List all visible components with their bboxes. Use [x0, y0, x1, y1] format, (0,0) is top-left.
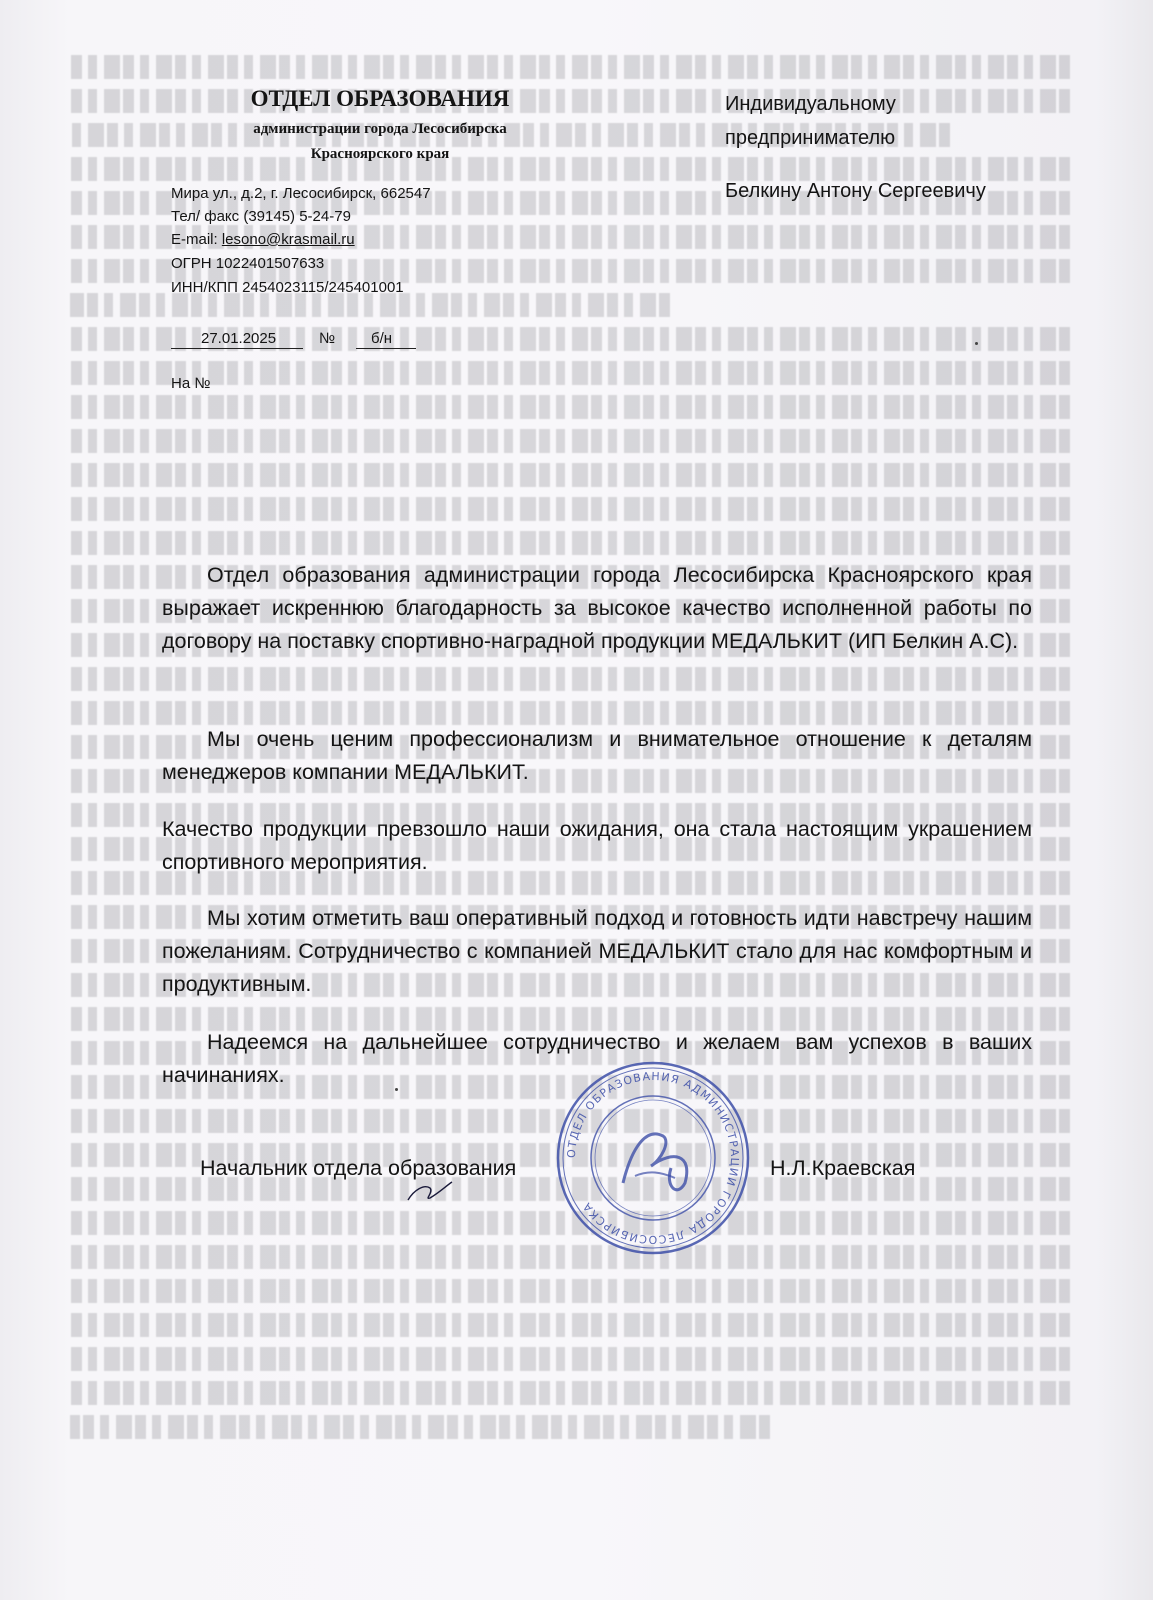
body-paragraph: Надеемся на дальнейшее сотрудничество и желаем вам успехов в ваших начинаниях.	[162, 1030, 1032, 1087]
letterhead-phone: Тел/ факс (39145) 5-24-79	[171, 208, 351, 225]
letterhead-subtitle-2: Красноярского края	[310, 146, 450, 162]
letterhead-email-line	[171, 231, 355, 248]
addressee-line-2: предпринимателю	[725, 127, 896, 149]
number-label: №	[319, 330, 336, 347]
letter-number: б/н	[371, 330, 393, 347]
email-label: E-mail:	[171, 231, 222, 248]
letterhead-ogrn: ОГРН 1022401507633	[171, 255, 325, 272]
letter-body	[162, 559, 1032, 658]
signatory-position: Начальник отдела образования	[200, 1156, 517, 1180]
number-underline	[356, 348, 416, 349]
body-paragraph: Отдел образования администрации города Лесосибирска Красноярского края выражает искреннюю благодарность за высокое качество исполненной работы по договору на поставку спортивно-наградной продукции МЕДАЛЬКИТ (ИП Белкин А.С).	[162, 563, 1032, 653]
reply-reference: На №	[171, 375, 211, 392]
email-link[interactable]: lesono@krasmail.ru	[221, 231, 355, 248]
body-paragraph: Мы хотим отметить ваш оперативный подход и готовность идти навстречу нашим пожеланиям. Сотрудничество с компанией МЕДАЛЬКИТ стало для нас комфортным и продуктивным.	[162, 906, 1032, 996]
body-paragraph: Мы очень ценим профессионализм и внимательное отношение к деталям менеджеров компании МЕДАЛЬКИТ.	[162, 727, 1032, 784]
handwritten-signature	[400, 1170, 460, 1210]
letterhead-subtitle-1: администрации города Лесосибирска	[253, 121, 507, 137]
letter-body-4	[162, 902, 1032, 1001]
ink-speck	[975, 342, 978, 345]
letter-date: 27.01.2025	[201, 330, 277, 347]
official-stamp	[553, 1058, 753, 1258]
signatory-name: Н.Л.Краевская	[770, 1156, 916, 1180]
ink-speck	[395, 1088, 398, 1091]
addressee-line-1: Индивидуальному	[725, 93, 896, 115]
letterhead-inn-kpp: ИНН/КПП 2454023115/245401001	[171, 279, 404, 296]
letter-body-2	[162, 723, 1032, 789]
letterhead-address: Мира ул., д.2, г. Лесосибирск, 662547	[171, 185, 431, 202]
stamp-text: ОТДЕЛ ОБРАЗОВАНИЯ АДМИНИСТРАЦИИ ГОРОДА ЛЕСОСИБИРСКА	[564, 1069, 742, 1247]
letter-body-3	[162, 813, 1032, 879]
addressee-line-3: Белкину Антону Сергеевичу	[725, 180, 986, 202]
body-paragraph: Качество продукции превзошло наши ожидания, она стала настоящим украшением спортивного мероприятия.	[162, 817, 1032, 874]
letterhead-title: ОТДЕЛ ОБРАЗОВАНИЯ	[250, 86, 510, 111]
date-underline	[171, 348, 303, 349]
